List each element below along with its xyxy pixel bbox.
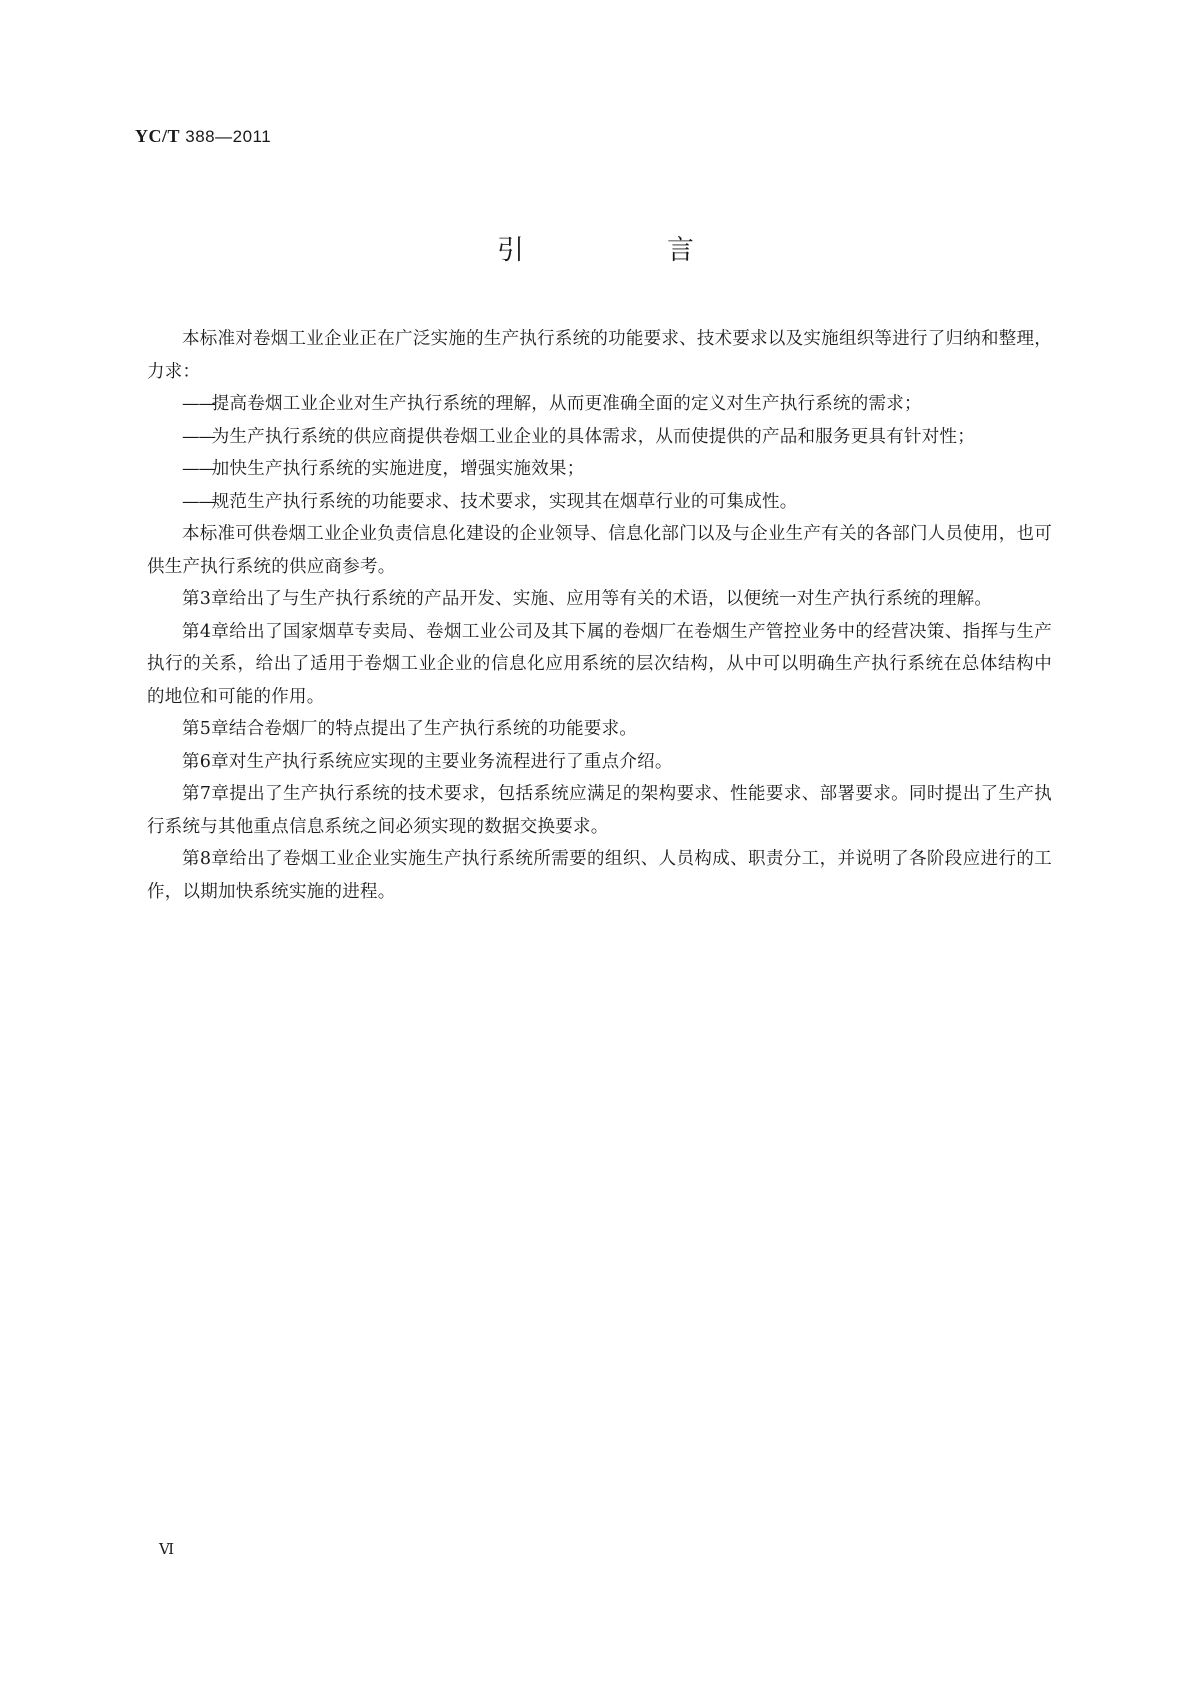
list-item xyxy=(147,421,1052,454)
paragraph-chapter-3: 第3章给出了与生产执行系统的产品开发、实施、应用等有关的术语，以便统一对生产执行系统的理解。 xyxy=(182,589,993,609)
page-title: 引 言 xyxy=(497,235,752,266)
dash-marker: —— xyxy=(182,491,215,512)
paragraph-chapter-8: 第8章给出了卷烟工业企业实施生产执行系统所需要的组织、人员构成、职责分工，并说明了各阶段应进行的工作，以期加快系统实施的进程。 xyxy=(147,849,1052,902)
document-header xyxy=(135,126,271,147)
dash-marker: —— xyxy=(182,394,215,414)
paragraph-chapter-6: 第6章对生产执行系统应实现的主要业务流程进行了重点介绍。 xyxy=(182,751,673,772)
list-item-text: 为生产执行系统的供应商提供卷烟工业企业的具体需求，从而使提供的产品和服务更具有针对性； xyxy=(211,426,975,447)
standard-code: YC/T xyxy=(135,126,181,146)
list-item xyxy=(147,453,1052,486)
paragraph-audience: 本标准可供卷烟工业企业负责信息化建设的企业领导、信息化部门以及与企业生产有关的各部门人员使用，也可供生产执行系统的供应商参考。 xyxy=(147,524,1052,577)
paragraph-intro: 本标准对卷烟工业企业正在广泛实施的生产执行系统的功能要求、技术要求以及实施组织等进行了归纳和整理，力求： xyxy=(147,329,1052,382)
dash-marker: —— xyxy=(182,459,215,479)
list-item-text: 提高卷烟工业企业对生产执行系统的理解，从而更准确全面的定义对生产执行系统的需求； xyxy=(211,394,922,414)
paragraph-chapter-7: 第7章提出了生产执行系统的技术要求，包括系统应满足的架构要求、性能要求、部署要求。同时提出了生产执行系统与其他重点信息系统之间必须实现的数据交换要求。 xyxy=(147,784,1052,837)
list-item-text: 加快生产执行系统的实施进度，增强实施效果； xyxy=(211,459,585,479)
list-item-text: 规范生产执行系统的功能要求、技术要求，实现其在烟草行业的可集成性。 xyxy=(211,491,798,512)
page-number: Ⅵ xyxy=(159,1542,175,1558)
paragraph-chapter-5: 第5章结合卷烟厂的特点提出了生产执行系统的功能要求。 xyxy=(182,719,638,739)
list-item xyxy=(147,486,1052,519)
list-item xyxy=(147,388,1052,421)
dash-marker: —— xyxy=(182,426,215,447)
introduction-body xyxy=(147,323,1052,908)
standard-number: 388—2011 xyxy=(185,127,272,146)
paragraph-chapter-4: 第4章给出了国家烟草专卖局、卷烟工业公司及其下属的卷烟厂在卷烟生产管控业务中的经营决策、指挥与生产执行的关系，给出了适用于卷烟工业企业的信息化应用系统的层次结构，从中可以明确生产执行系统在总体结构中的地位和可能的作用。 xyxy=(147,621,1052,707)
